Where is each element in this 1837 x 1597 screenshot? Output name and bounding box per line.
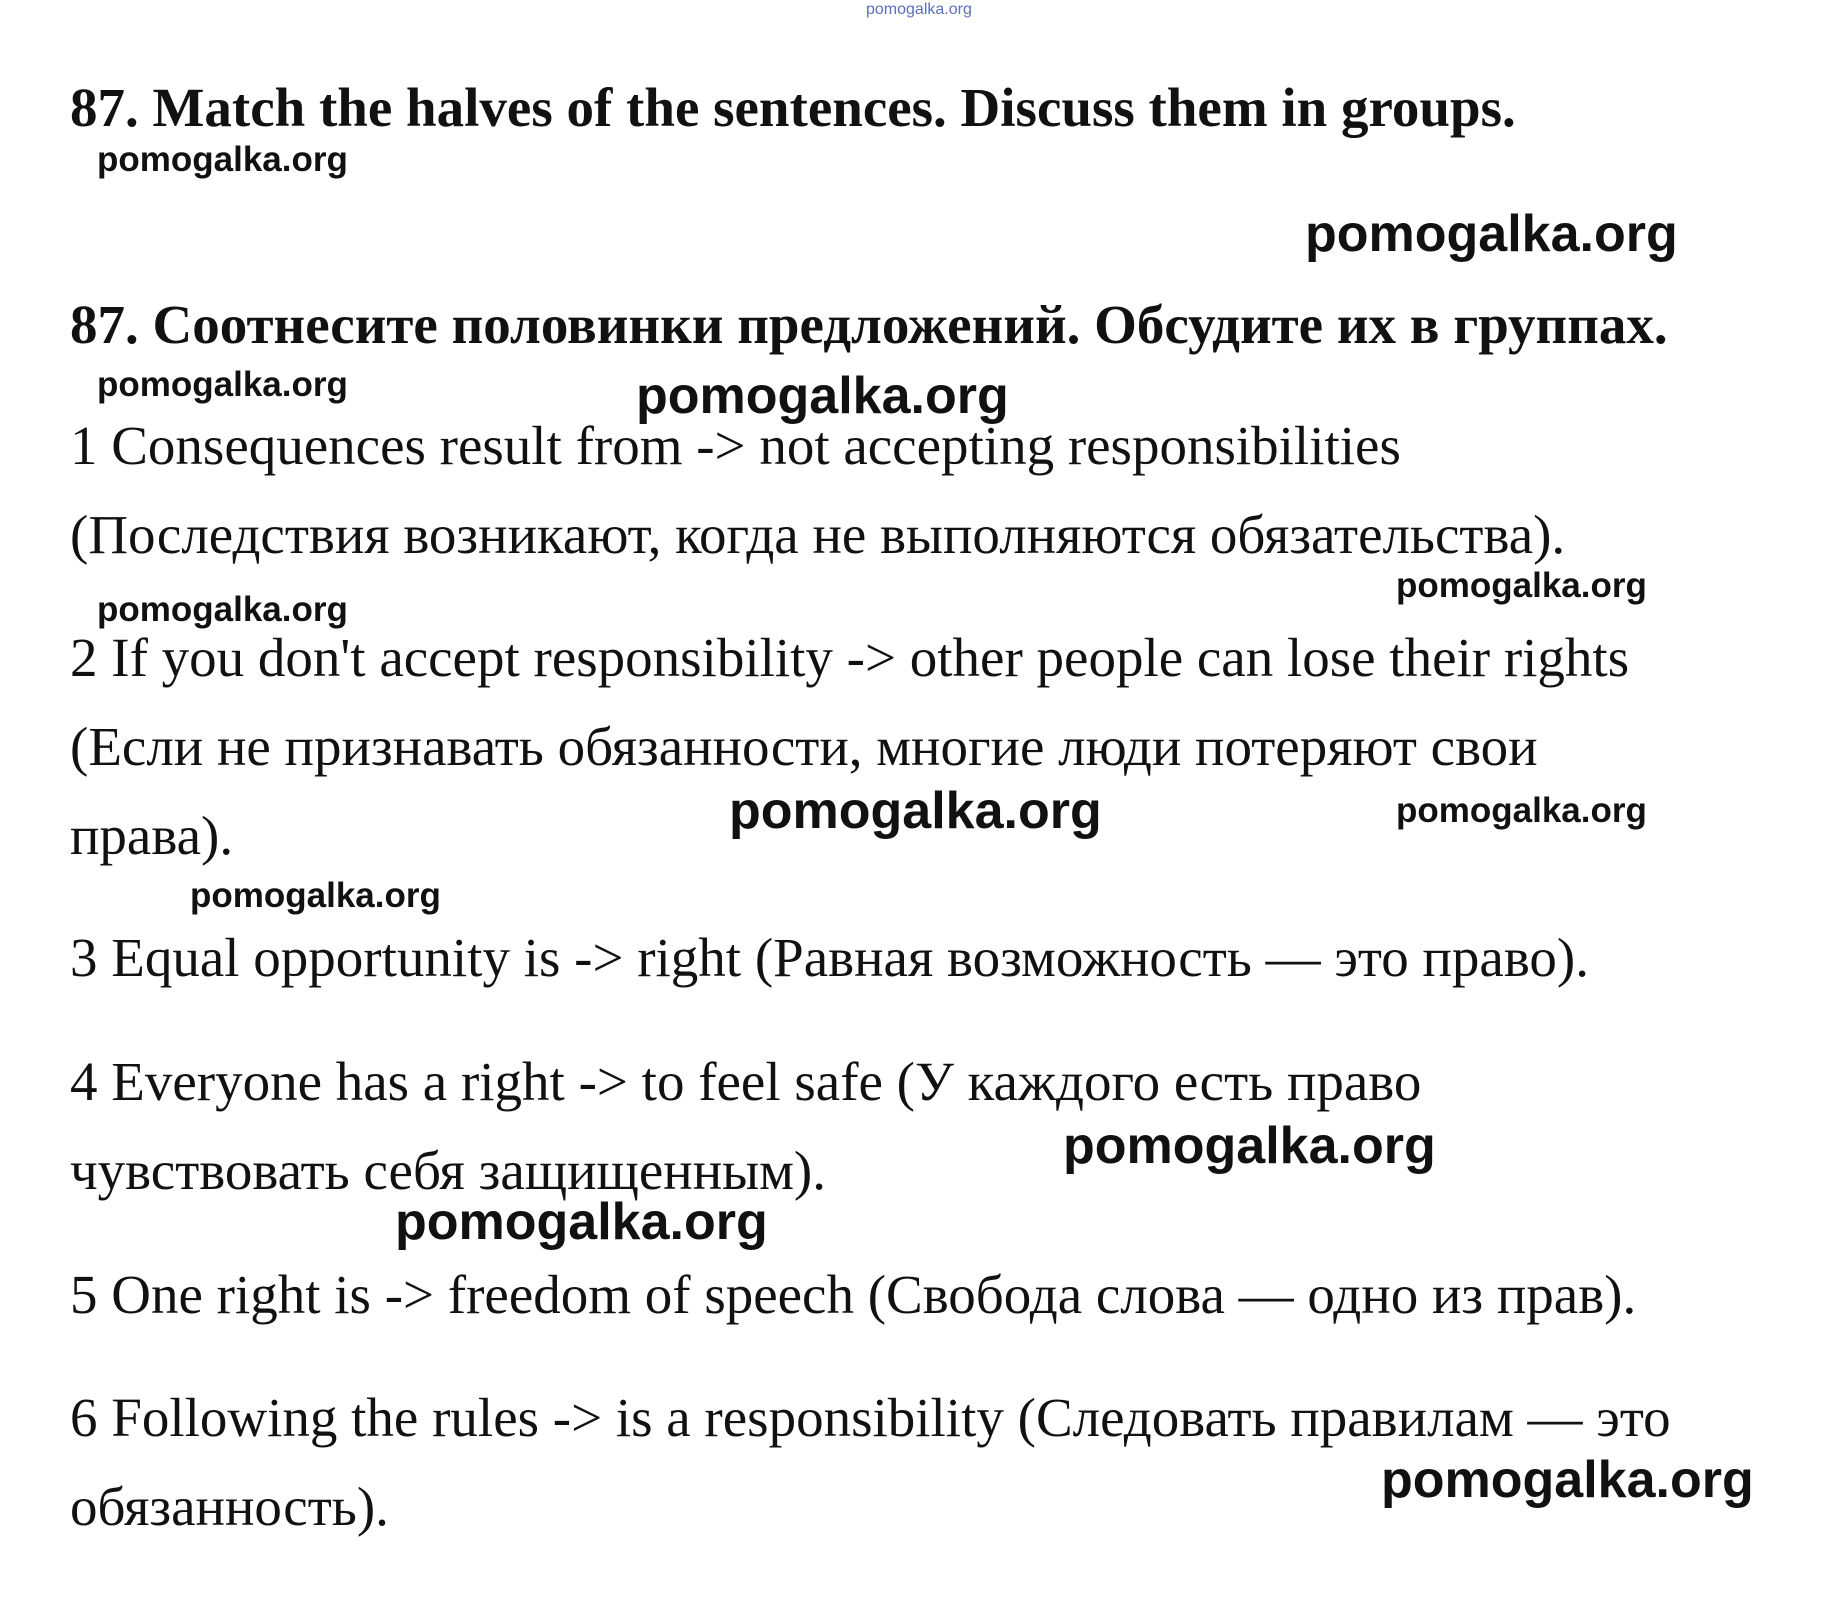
watermark: pomogalka.org <box>97 365 348 404</box>
watermark: pomogalka.org <box>395 1193 768 1251</box>
answer-2-line-2: (Если не признавать обязанности, многие люди потеряют свои <box>70 716 1538 777</box>
watermark: pomogalka.org <box>1500 1543 1751 1582</box>
watermark-top: pomogalka.org <box>866 1 972 18</box>
task-title-ru: 87. Соотнесите половинки предложений. Обсудите их в группах. <box>70 294 1668 355</box>
answer-6-line-1: 6 Following the rules -> is a responsibility (Следовать правилам — это <box>70 1387 1671 1448</box>
task-title-en: 87. Match the halves of the sentences. Discuss them in groups. <box>70 77 1516 138</box>
watermark: pomogalka.org <box>1305 205 1678 263</box>
watermark: pomogalka.org <box>97 590 348 629</box>
answer-1-line-2: (Последствия возникают, когда не выполняются обязательства). <box>70 504 1566 565</box>
watermark: pomogalka.org <box>1396 791 1647 830</box>
answer-2-line-3: права). <box>70 805 234 866</box>
watermark: pomogalka.org <box>636 367 1009 425</box>
answer-1-line-1: 1 Consequences result from -> not accepting responsibilities <box>70 415 1401 476</box>
watermark: pomogalka.org <box>1063 1117 1436 1175</box>
watermark: pomogalka.org <box>1396 566 1647 605</box>
answer-6-line-2: обязанность). <box>70 1476 389 1537</box>
watermark: pomogalka.org <box>1381 1451 1754 1509</box>
answer-4-line-1: 4 Everyone has a right -> to feel safe (У каждого есть право <box>70 1051 1422 1112</box>
answer-4-line-2: чувствовать себя защищенным). <box>70 1140 826 1201</box>
answer-5-line-1: 5 One right is -> freedom of speech (Свобода слова — одно из прав). <box>70 1264 1637 1325</box>
watermark: pomogalka.org <box>729 782 1102 840</box>
watermark: pomogalka.org <box>190 876 441 915</box>
answer-3-line-1: 3 Equal opportunity is -> right (Равная возможность — это право). <box>70 927 1589 988</box>
watermark: pomogalka.org <box>97 140 348 179</box>
answer-2-line-1: 2 If you don't accept responsibility -> other people can lose their rights <box>70 627 1630 688</box>
